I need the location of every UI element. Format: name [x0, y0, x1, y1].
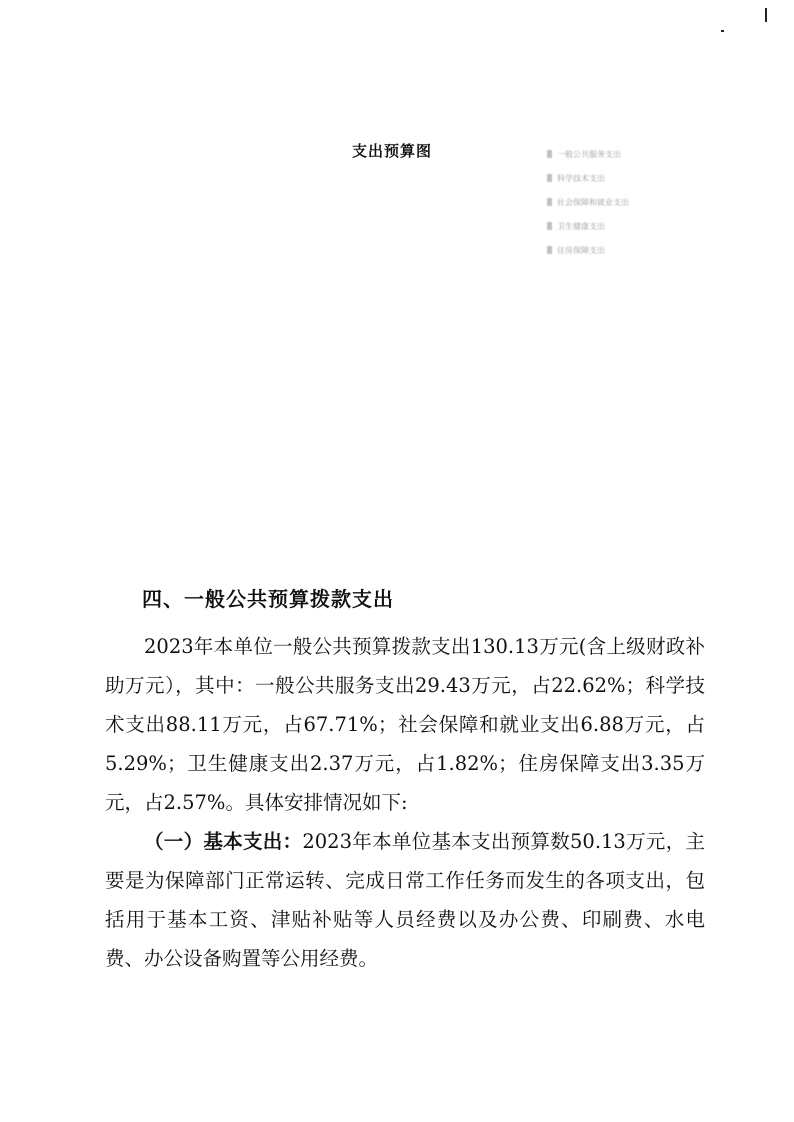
faint-chart-speck: ·· — [398, 378, 402, 385]
sub-heading: （一）基本支出： — [144, 830, 303, 853]
chart-legend — [547, 142, 629, 262]
faint-chart-speck: · — [357, 283, 359, 290]
legend-item — [547, 214, 629, 238]
legend-swatch — [547, 222, 552, 230]
legend-swatch — [547, 198, 552, 206]
legend-swatch — [547, 174, 552, 182]
legend-label: 社会保障和就业支出 — [557, 197, 629, 207]
legend-item — [547, 190, 629, 214]
faint-chart-speck: · — [512, 392, 514, 399]
legend-label: 一般公共服务支出 — [557, 149, 621, 159]
paragraph-overview: 2023年本单位一般公共预算拨款支出130.13万元(含上级财政补助万元），其中：一般公共服务支出29.43万元，占22.62%；科学技术支出88.11万元，占67.71%；社会保障和就业支出6.88万元，占5.29%；卫生健康支出2.37万元，占1.82%；住房保障支出3.35万元，占2.57%。具体安排情况如下: — [105, 635, 705, 814]
legend-label: 科学技术支出 — [557, 173, 605, 183]
legend-item — [547, 166, 629, 190]
chart-title: 支出预算图 — [352, 142, 433, 160]
faint-chart-speck: · — [400, 300, 402, 307]
legend-swatch — [547, 150, 552, 158]
scan-mark — [765, 8, 767, 22]
section-heading: 四、一般公共预算拨款支出 — [142, 587, 394, 611]
legend-item — [547, 142, 629, 166]
legend-label: 卫生健康支出 — [557, 221, 605, 231]
legend-swatch — [547, 246, 552, 254]
scan-mark — [721, 30, 724, 32]
body-text — [105, 627, 705, 978]
legend-item — [547, 238, 629, 262]
paragraph-basic-expenditure — [105, 822, 705, 978]
legend-label: 住房保障支出 — [557, 245, 605, 255]
paragraph-basic-text: 2023年本单位基本支出预算数50.13万元，主要是为保障部门正常运转、完成日常工作任务而发生的各项支出，包括用于基本工资、津贴补贴等人员经费以及办公费、印刷费、水电费、办公设备购置等公用经费。 — [105, 830, 705, 970]
faint-chart-speck: · · — [358, 457, 364, 464]
